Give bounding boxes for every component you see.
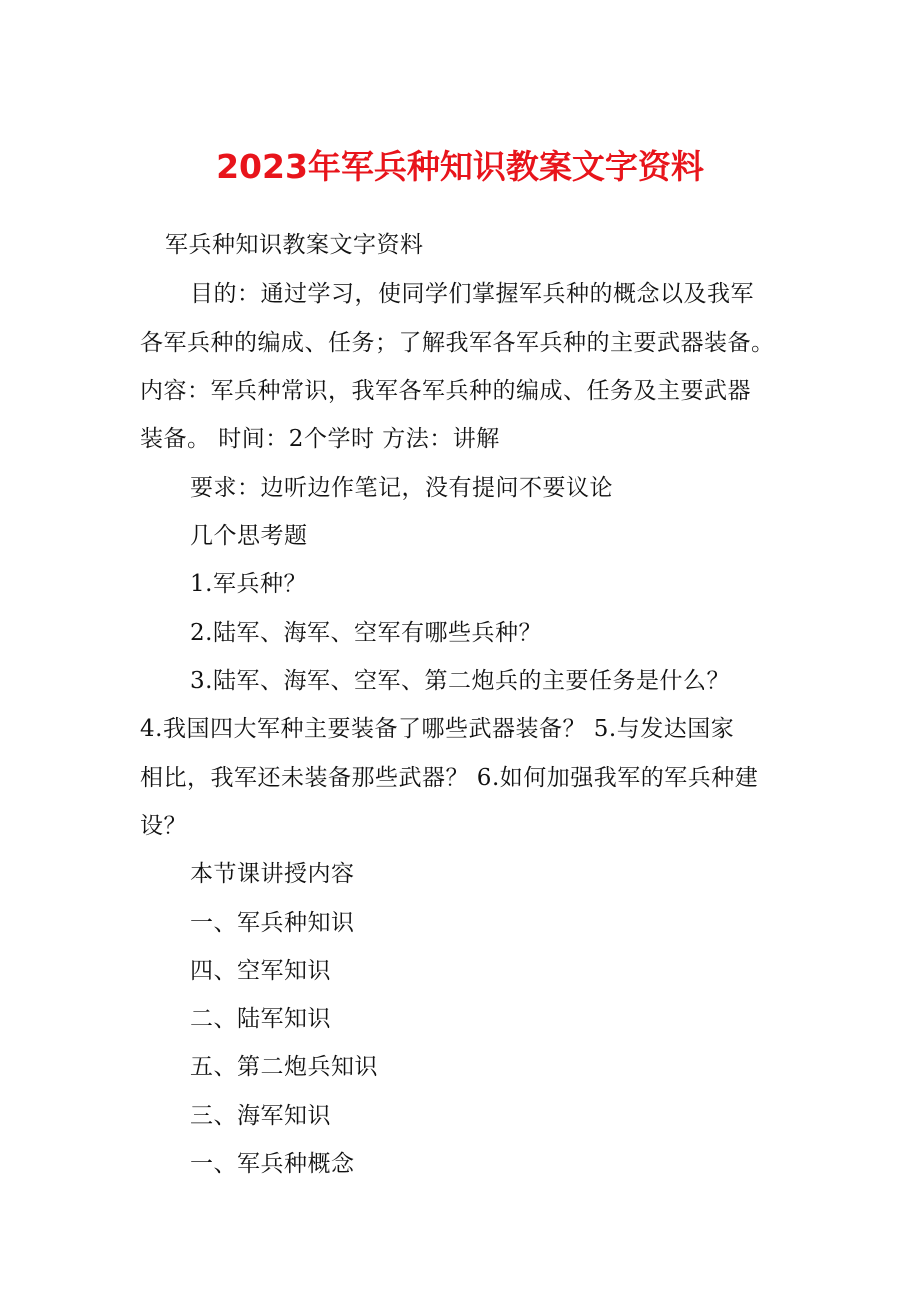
- subtitle-line: 军兵种知识教案文字资料: [165, 232, 424, 258]
- question-item: 设？: [140, 813, 187, 839]
- paragraph-line: 目的：通过学习，使同学们掌握军兵种的概念以及我军: [190, 281, 754, 307]
- paragraph-line: 内容：军兵种常识，我军各军兵种的编成、任务及主要武器: [140, 378, 751, 404]
- outline-item: 三、海军知识: [190, 1103, 331, 1129]
- document-title: 2023年军兵种知识教案文字资料: [216, 147, 704, 186]
- question-item: 1.军兵种？: [190, 571, 307, 597]
- outline-item: 五、第二炮兵知识: [190, 1054, 378, 1080]
- question-item: 3.陆军、海军、空军、第二炮兵的主要任务是什么？: [190, 668, 730, 694]
- question-item: 4.我国四大军种主要装备了哪些武器装备？ 5.与发达国家: [140, 716, 735, 742]
- paragraph-line: 要求：边听边作笔记，没有提问不要议论: [190, 475, 613, 501]
- outline-item: 一、军兵种知识: [190, 910, 355, 936]
- outline-item: 一、军兵种概念: [190, 1151, 355, 1177]
- question-item: 2.陆军、海军、空军有哪些兵种？: [190, 620, 542, 646]
- section-heading: 本节课讲授内容: [190, 861, 355, 887]
- section-heading: 几个思考题: [190, 523, 308, 549]
- paragraph-line: 各军兵种的编成、任务；了解我军各军兵种的主要武器装备。: [140, 330, 775, 356]
- question-item: 相比，我军还未装备那些武器？ 6.如何加强我军的军兵种建: [140, 765, 759, 791]
- outline-item: 四、空军知识: [190, 958, 331, 984]
- paragraph-line: 装备。 时间：2个学时 方法：讲解: [140, 426, 500, 452]
- outline-item: 二、陆军知识: [190, 1006, 331, 1032]
